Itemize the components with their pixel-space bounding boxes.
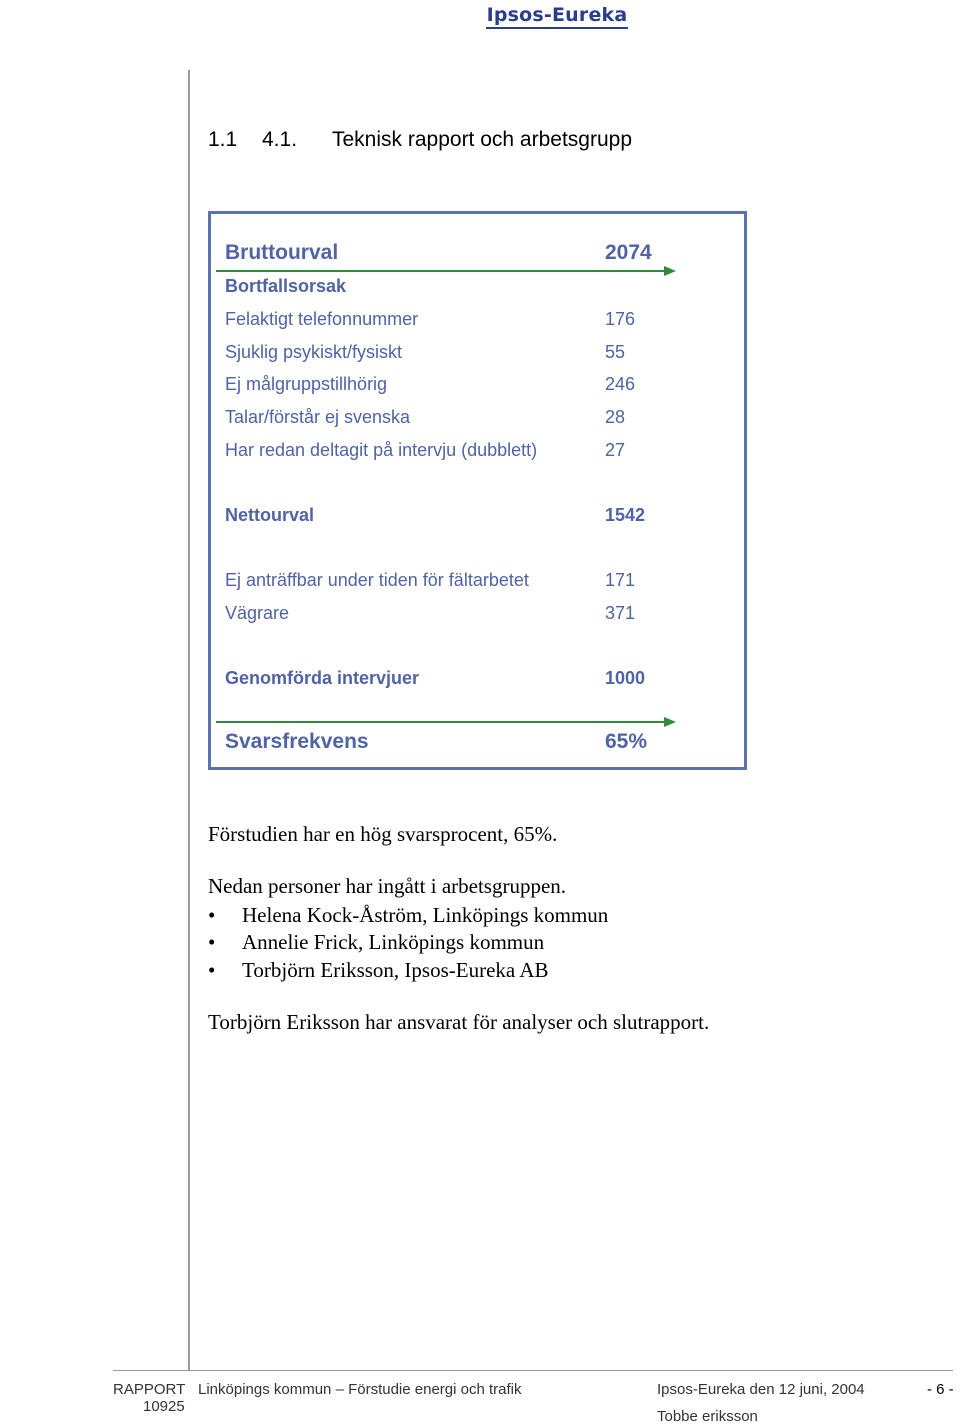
item-value: 176 <box>605 309 636 329</box>
item-label: Ej anträffbar under tiden för fältarbetet <box>225 570 529 590</box>
nettourval-label: Nettourval <box>225 505 315 525</box>
page-number: - 6 - <box>927 1381 954 1398</box>
item-label: Talar/förstår ej svenska <box>225 407 411 427</box>
footer-author: Tobbe eriksson <box>657 1408 758 1425</box>
footer-report-number: 10925 <box>143 1398 185 1415</box>
item-value: 27 <box>605 440 626 460</box>
nettourval-value: 1542 <box>605 505 646 525</box>
section-heading <box>208 128 632 152</box>
paragraph-responsibility: Torbjörn Eriksson har ansvarat för analyser och slutrapport. <box>208 1010 710 1034</box>
section-number: 1.1 <box>208 128 238 151</box>
item-label: Felaktigt telefonnummer <box>225 309 419 329</box>
svarsfrekvens-label: Svarsfrekvens <box>225 730 369 753</box>
item-label: Vägrare <box>225 603 290 623</box>
footer-divider <box>113 1370 953 1371</box>
svarsfrekvens-arrow <box>216 716 676 728</box>
bullet-icon: • <box>208 958 216 982</box>
item-value: 246 <box>605 374 636 394</box>
bullet-text: Annelie Frick, Linköpings kommun <box>242 930 545 954</box>
footer-company-date: Ipsos-Eureka den 12 juni, 2004 <box>657 1381 865 1398</box>
margin-rule <box>188 70 190 1370</box>
footer-report-label: RAPPORT <box>113 1381 186 1398</box>
item-value: 371 <box>605 603 636 623</box>
item-value: 171 <box>605 570 636 590</box>
item-label: Sjuklig psykiskt/fysiskt <box>225 342 403 362</box>
svarsfrekvens-value: 65% <box>605 730 648 753</box>
bullet-text: Helena Kock-Åström, Linköpings kommun <box>242 903 609 927</box>
paragraph-workgroup-intro: Nedan personer har ingått i arbetsgruppen. <box>208 874 567 898</box>
footer-subject: Linköpings kommun – Förstudie energi och trafik <box>198 1381 522 1398</box>
paragraph-response-rate: Förstudien har en hög svarsprocent, 65%. <box>208 822 558 846</box>
bruttourval-value: 2074 <box>605 241 652 264</box>
item-value: 28 <box>605 407 626 427</box>
item-label: Har redan deltagit på intervju (dubblett) <box>225 440 538 460</box>
subsection-number: 4.1. <box>262 128 298 151</box>
ipsos-eureka-logo: Ipsos-Eureka <box>486 4 628 29</box>
item-value: 55 <box>605 342 626 362</box>
genomforda-label: Genomförda intervjuer <box>225 668 420 688</box>
bortfall-heading-label: Bortfallsorsak <box>225 276 347 296</box>
bruttourval-label: Bruttourval <box>225 241 339 264</box>
section-title: Teknisk rapport och arbetsgrupp <box>332 128 632 151</box>
bullet-text: Torbjörn Eriksson, Ipsos-Eureka AB <box>242 958 549 982</box>
item-label: Ej målgruppstillhörig <box>225 374 388 394</box>
genomforda-value: 1000 <box>605 668 646 688</box>
bullet-icon: • <box>208 903 216 927</box>
bullet-icon: • <box>208 930 216 954</box>
